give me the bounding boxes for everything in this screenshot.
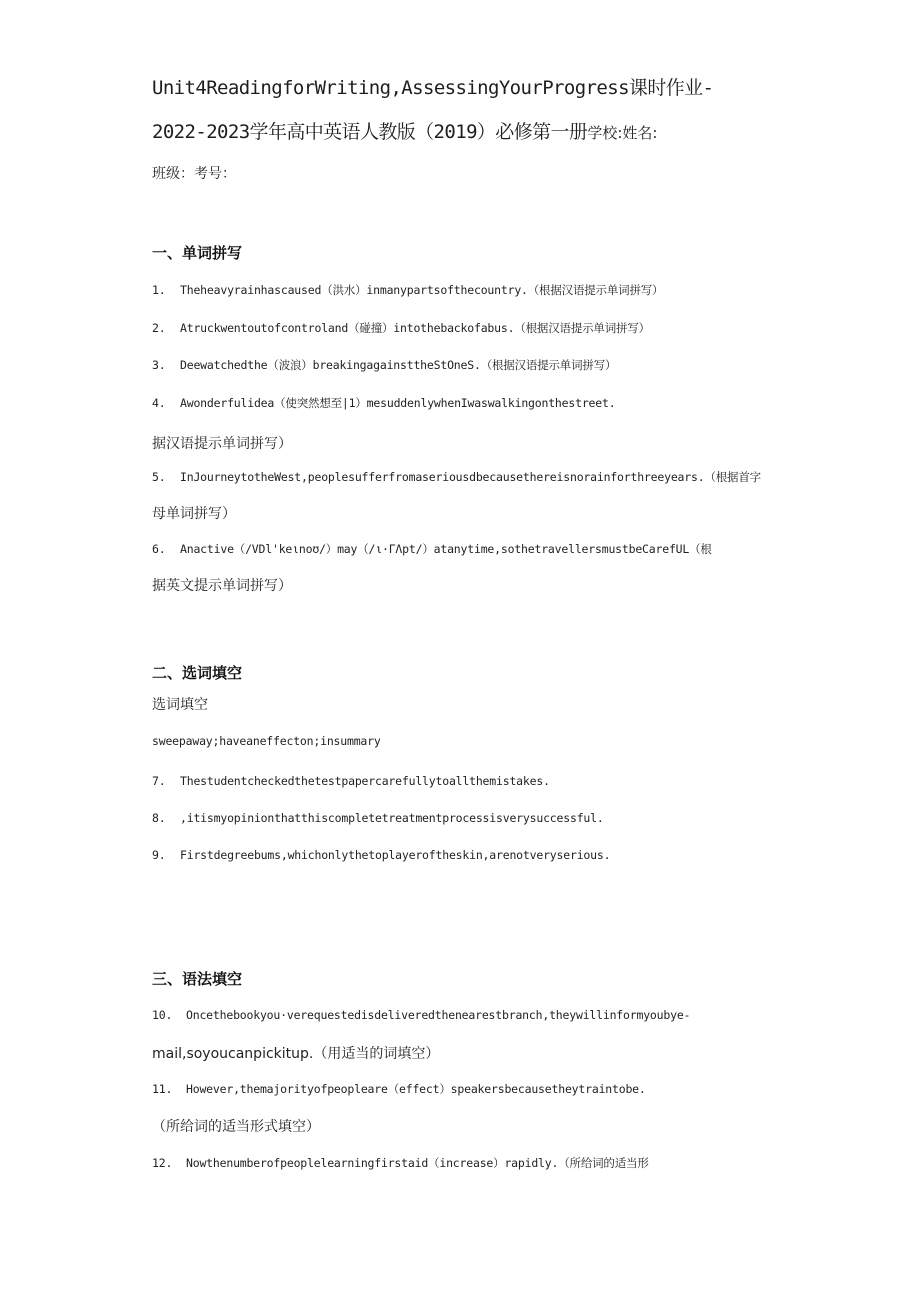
question-5-continued: 母单词拼写） bbox=[152, 506, 236, 522]
title-line2-text: 2022-2023学年高中英语人教版（2019）必修第一册 bbox=[152, 121, 588, 143]
document-title-line1: Unit4ReadingforWriting,AssessingYourProgress课时作业- bbox=[152, 77, 714, 99]
class-id-label: 班级：考号： bbox=[152, 166, 236, 182]
section1-heading: 一、单词拼写 bbox=[152, 244, 243, 262]
question-4-continued: 据汉语提示单词拼写） bbox=[152, 436, 292, 452]
question-10: 10. Oncethebookyou·verequestedisdeliveredthenearestbranch,theywillinformyoubye- bbox=[152, 1008, 691, 1022]
section3-heading: 三、语法填空 bbox=[152, 970, 243, 988]
question-9: 9. Firstdegreebums,whichonlythetoplayeroftheskin,arenotveryserious. bbox=[152, 848, 611, 862]
question-4: 4. Awonderfulidea（使突然想至|1）mesuddenlywhenIwaswalkingonthestreet. bbox=[152, 396, 616, 410]
question-1: 1. Theheavyrainhascaused（洪水）inmanypartsofthecountry.（根据汉语提示单词拼写） bbox=[152, 283, 664, 297]
section2-heading: 二、选词填空 bbox=[152, 664, 243, 682]
question-6: 6. Anactive（/VDl'keιnoʊ/）may（/ι·ΓΛpt/）atanytime,sothetravellersmustbeCarefUL（根 bbox=[152, 542, 712, 556]
section2-subheading: 选词填空 bbox=[152, 697, 208, 713]
school-name-label: 学校:姓名: bbox=[587, 124, 658, 142]
question-11: 11. However,themajorityofpeopleare（effect）speakersbecausetheytraintobe. bbox=[152, 1082, 646, 1096]
question-8: 8. ,itismyopinionthatthiscompletetreatmentprocessisverysuccessful. bbox=[152, 811, 604, 825]
question-10-continued: mail,soyoucanpickitup.（用适当的词填空） bbox=[152, 1046, 440, 1062]
question-11-continued: （所给词的适当形式填空） bbox=[152, 1119, 320, 1135]
question-6-continued: 据英文提示单词拼写） bbox=[152, 578, 292, 594]
question-12: 12. Nowthenumberofpeoplelearningfirstaid（increase）rapidly.（所给词的适当形 bbox=[152, 1156, 649, 1170]
question-5: 5. InJourneytotheWest,peoplesufferfromaseriousdbecausethereisnorainforthreeyears.（根据首字 bbox=[152, 470, 761, 484]
document-title-line2 bbox=[152, 117, 657, 144]
word-bank: sweepaway;haveaneffecton;insummary bbox=[152, 734, 381, 748]
question-3: 3. Deewatchedthe（波浪）breakingagainsttheStOneS.（根据汉语提示单词拼写） bbox=[152, 358, 617, 372]
question-7: 7. Thestudentcheckedthetestpapercarefullytoallthemistakes. bbox=[152, 774, 550, 788]
question-2: 2. Atruckwentoutofcontroland（碰撞）intothebackofabus.（根据汉语提示单词拼写） bbox=[152, 321, 650, 335]
